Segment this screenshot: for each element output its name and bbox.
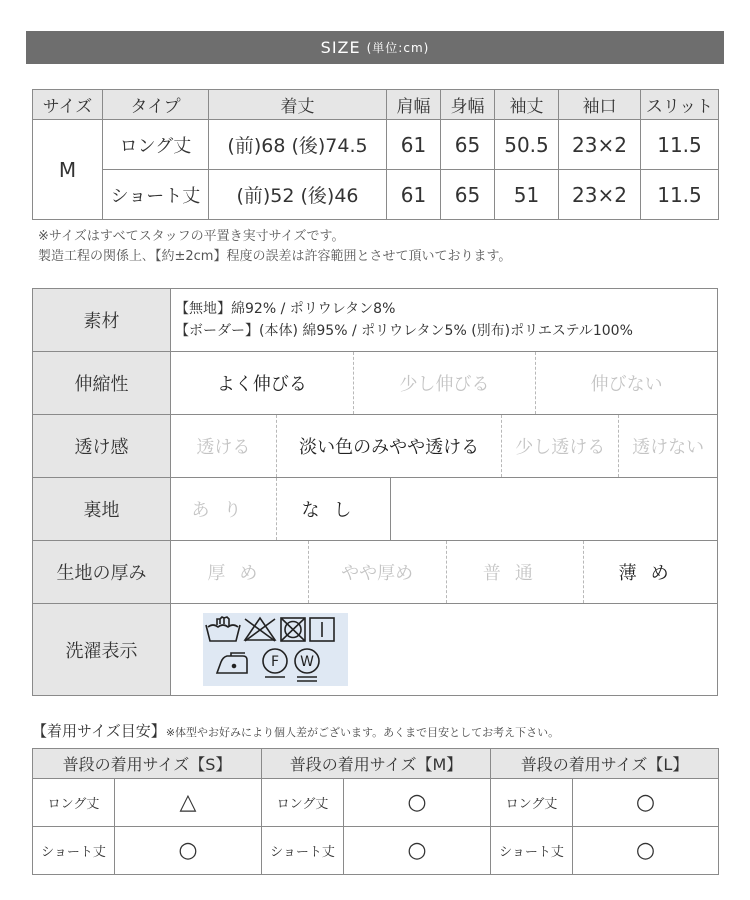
care-row — [33, 604, 718, 696]
header-sleeve: 袖丈 — [495, 90, 559, 120]
table-row — [33, 779, 719, 827]
thickness-label: 生地の厚み — [33, 541, 171, 604]
lining-option-yes: あり — [171, 478, 277, 540]
fit-header-row — [33, 749, 719, 779]
sheer-option-slightly: 少し透ける — [502, 415, 619, 477]
material-value — [171, 289, 718, 352]
thickness-row — [33, 541, 718, 604]
header-type: タイプ — [103, 90, 209, 120]
care-symbols-svg — [203, 613, 348, 686]
header-shoulder: 肩幅 — [387, 90, 441, 120]
sheer-options — [171, 415, 718, 478]
material-line-border: 【ボーダー】(本体) 綿95% / ポリウレタン5% (別布)ポリエステル100% — [175, 323, 633, 339]
lining-label: 裏地 — [33, 478, 171, 541]
no-tumble-dry-icon — [281, 618, 305, 641]
thickness-option-normal: 普通 — [447, 541, 585, 603]
care-symbol-panel — [203, 613, 348, 686]
line-dry-icon — [310, 618, 334, 641]
sheer-option-none: 透けない — [632, 437, 705, 458]
slit-cell: 11.5 — [641, 120, 719, 170]
cuff-cell: 23×2 — [559, 170, 641, 220]
header-cuff: 袖口 — [559, 90, 641, 120]
no-bleach-icon — [245, 618, 275, 641]
size-section-header — [26, 31, 724, 64]
fit-mark: ○ — [573, 779, 719, 827]
sleeve-cell: 51 — [495, 170, 559, 220]
fit-header-l: 普段の着用サイズ【L】 — [491, 749, 719, 779]
care-symbols — [171, 604, 718, 696]
cuff-cell: 23×2 — [559, 120, 641, 170]
size-title: SIZE — [320, 38, 361, 57]
thickness-option-thick: 厚め — [171, 541, 309, 603]
shoulder-cell: 61 — [387, 170, 441, 220]
fit-row-label: ショート丈 — [491, 827, 573, 875]
fabric-info-table — [32, 288, 718, 696]
fit-header-s: 普段の着用サイズ【S】 — [33, 749, 262, 779]
header-length: 着丈 — [209, 90, 387, 120]
material-label: 素材 — [33, 289, 171, 352]
fit-mark: ○ — [344, 779, 491, 827]
wet-clean-letter: W — [300, 654, 314, 670]
fit-mark: ○ — [115, 827, 262, 875]
length-cell: (前)52 (後)46 — [209, 170, 387, 220]
length-cell: (前)68 (後)74.5 — [209, 120, 387, 170]
fit-row-label: ロング丈 — [33, 779, 115, 827]
slit-cell: 11.5 — [641, 170, 719, 220]
size-value: M — [33, 120, 103, 220]
stretch-row — [33, 352, 718, 415]
note-line: 製造工程の関係上､【約±2cm】程度の誤差は許容範囲とさせて頂いております。 — [38, 249, 512, 264]
fit-mark: △ — [115, 779, 262, 827]
fit-title-text: 【着用サイズ目安】 — [32, 722, 166, 740]
note-line: ※サイズはすべてスタッフの平置き実寸サイズです。 — [38, 229, 345, 244]
header-size: サイズ — [33, 90, 103, 120]
lining-row — [33, 478, 718, 541]
table-row — [33, 120, 719, 170]
stretch-option-some: 少し伸びる — [354, 352, 537, 414]
size-unit: (単位:cm) — [366, 41, 430, 55]
sheer-option-light-colors: 淡い色のみやや透ける — [277, 415, 503, 477]
fit-note: ※体型やお好みにより個人差がございます。あくまで目安としてお考え下さい。 — [165, 726, 560, 739]
thickness-options — [171, 541, 718, 604]
lining-options — [171, 478, 718, 541]
hand-wash-icon — [206, 617, 240, 641]
sheer-row — [33, 415, 718, 478]
fit-row-label: ロング丈 — [262, 779, 344, 827]
header-body-width: 身幅 — [441, 90, 495, 120]
type-cell: ロング丈 — [103, 120, 209, 170]
care-label: 洗濯表示 — [33, 604, 171, 696]
thickness-option-thin: 薄め — [618, 563, 683, 584]
sheer-option-sheer: 透ける — [171, 415, 277, 477]
fit-guide-title — [32, 720, 559, 741]
fit-header-m: 普段の着用サイズ【M】 — [262, 749, 491, 779]
thickness-option-slightly-thick: やや厚め — [309, 541, 447, 603]
material-line-plain: 【無地】綿92% / ポリウレタン8% — [175, 301, 396, 317]
header-slit: スリット — [641, 90, 719, 120]
table-row — [33, 170, 719, 220]
stretch-option-none: 伸びない — [590, 374, 663, 395]
lining-option-no: なし — [277, 478, 391, 540]
sheer-label: 透け感 — [33, 415, 171, 478]
body-width-cell: 65 — [441, 170, 495, 220]
shoulder-cell: 61 — [387, 120, 441, 170]
fit-row-label: ロング丈 — [491, 779, 573, 827]
dry-clean-letter: F — [270, 654, 280, 670]
fit-guide-table — [32, 748, 719, 875]
sleeve-cell: 50.5 — [495, 120, 559, 170]
stretch-options — [171, 352, 718, 415]
fit-row-label: ショート丈 — [33, 827, 115, 875]
table-row — [33, 827, 719, 875]
size-table — [32, 89, 719, 220]
body-width-cell: 65 — [441, 120, 495, 170]
type-cell: ショート丈 — [103, 170, 209, 220]
stretch-label: 伸縮性 — [33, 352, 171, 415]
material-row — [33, 289, 718, 352]
fit-mark: ○ — [344, 827, 491, 875]
size-notes — [38, 227, 511, 267]
fit-mark: ○ — [573, 827, 719, 875]
fit-row-label: ショート丈 — [262, 827, 344, 875]
size-table-header-row — [33, 90, 719, 120]
stretch-option-high: よく伸びる — [171, 352, 354, 414]
iron-low-icon — [217, 653, 247, 673]
